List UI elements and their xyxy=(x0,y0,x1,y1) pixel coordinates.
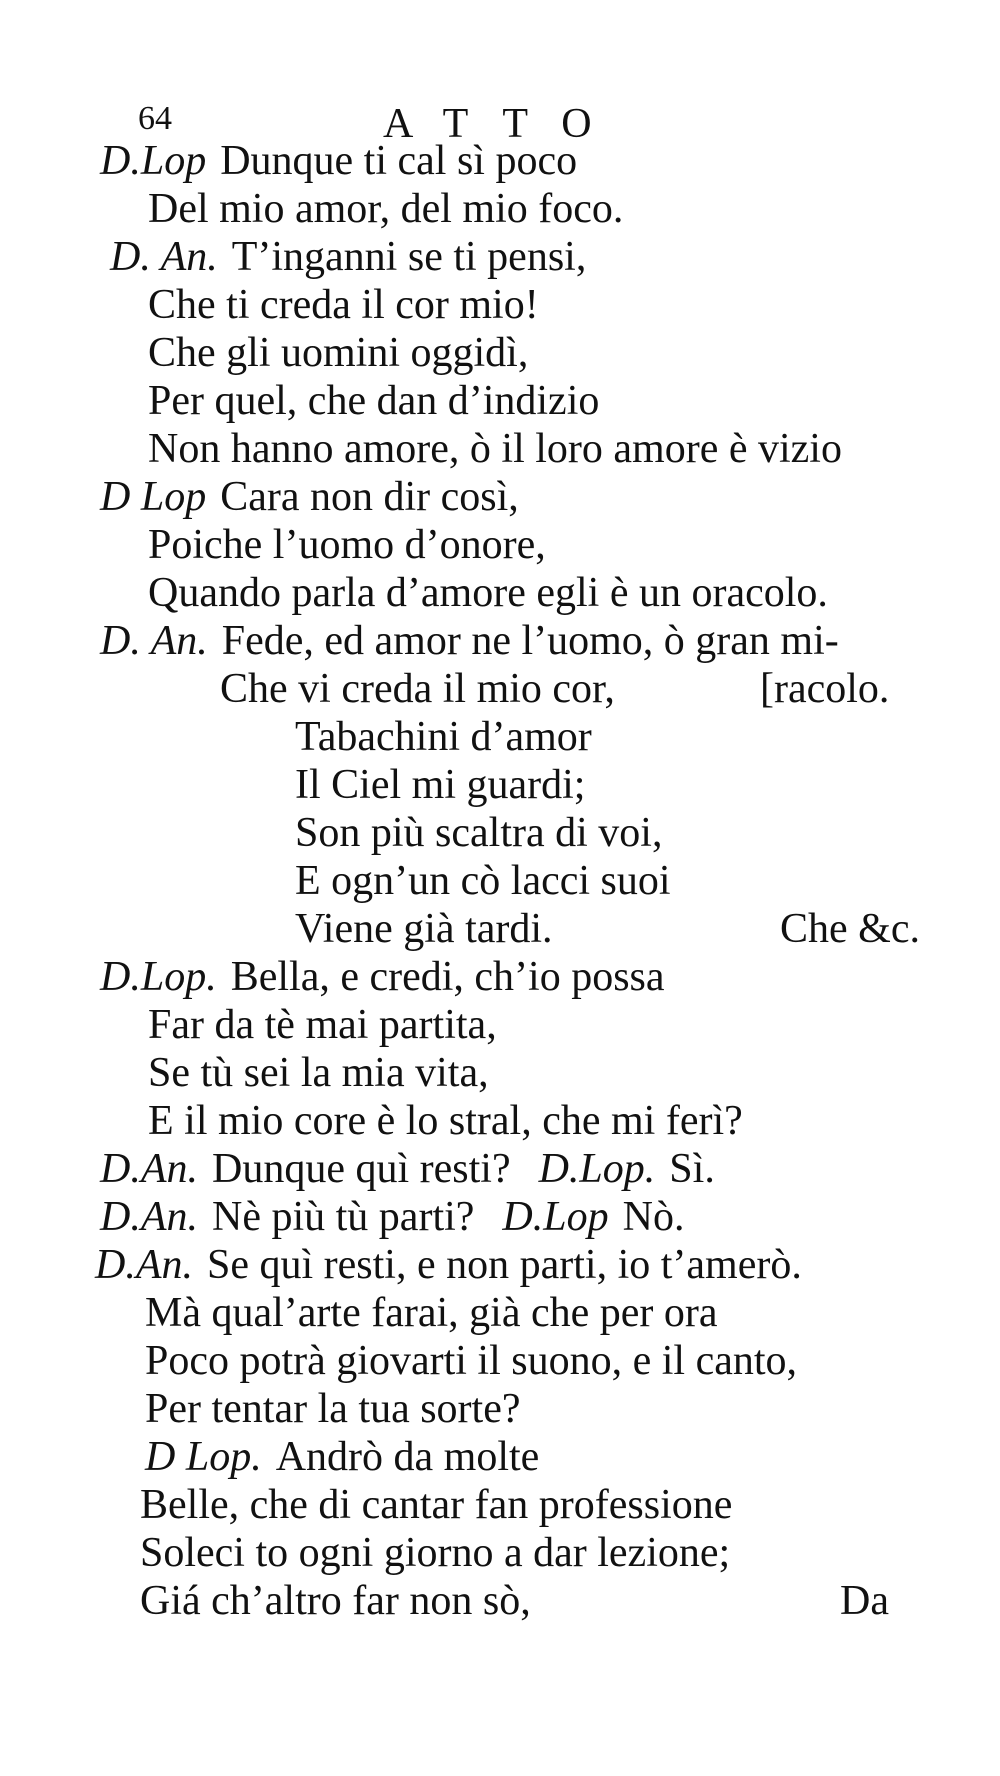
verse-line xyxy=(145,1388,521,1430)
verse-line xyxy=(100,956,665,998)
verse-line xyxy=(295,908,553,950)
line-text: Andrò da molte xyxy=(275,1434,540,1480)
catchword xyxy=(840,1580,889,1622)
verse-line xyxy=(95,1244,802,1286)
line-right-text: [racolo. xyxy=(760,666,890,712)
line-text: T’inganni se ti pensi, xyxy=(231,234,587,280)
verse-line xyxy=(100,140,577,182)
verse-line xyxy=(148,524,546,566)
line-text: Soleci to ogni giorno a dar lezione; xyxy=(140,1530,731,1576)
line-text: Bella, e credi, ch’io possa xyxy=(230,954,665,1000)
line-text: Mà qual’arte farai, già che per ora xyxy=(145,1290,718,1336)
speaker-label: D. An. xyxy=(110,234,218,280)
speaker-label: D.Lop. xyxy=(100,954,217,1000)
verse-line xyxy=(148,572,828,614)
verse-line xyxy=(148,1004,497,1046)
verse-line xyxy=(140,1580,531,1622)
catchword-text: Da xyxy=(840,1578,889,1624)
line-text: Non hanno amore, ò il loro amore è vizio xyxy=(148,426,842,472)
line-text: Se tù sei la mia vita, xyxy=(148,1050,489,1096)
line-text: Se quì resti, e non parti, io t’amerò. xyxy=(207,1242,802,1288)
line-text: Per tentar la tua sorte? xyxy=(145,1386,521,1432)
verse-line xyxy=(148,284,539,326)
line-text: Viene già tardi. xyxy=(295,906,553,952)
verse-line xyxy=(148,188,623,230)
speaker-label: D.An. xyxy=(95,1242,193,1288)
speaker-label: D.An. xyxy=(100,1146,198,1192)
verse-line xyxy=(295,716,592,758)
line-text: Belle, che di cantar fan professione xyxy=(140,1482,733,1528)
speaker-label: D Lop xyxy=(100,474,207,520)
line-text-2: Sì. xyxy=(669,1146,715,1192)
speaker-label: D. An. xyxy=(100,618,208,664)
line-text: Che vi creda il mio cor, xyxy=(220,666,615,712)
verse-line xyxy=(145,1292,718,1334)
line-text: Che gli uomini oggidì, xyxy=(148,330,529,376)
verse-line xyxy=(110,236,586,278)
verse-line xyxy=(148,332,528,374)
verse-line xyxy=(140,1532,730,1574)
verse-line-right xyxy=(780,908,920,950)
line-text: Giá ch’altro far non sò, xyxy=(140,1578,531,1624)
line-right-text: Che &c. xyxy=(780,906,920,952)
line-text: Tabachini d’amor xyxy=(295,714,592,760)
verse-line xyxy=(148,380,599,422)
verse-line-right xyxy=(760,668,889,710)
verse-line xyxy=(100,1196,684,1238)
verse-line xyxy=(220,668,615,710)
line-text: Che ti creda il cor mio! xyxy=(148,282,539,328)
page-number: 64 xyxy=(138,100,172,137)
line-text: E il mio core è lo stral, che mi ferì? xyxy=(148,1098,743,1144)
line-text: Del mio amor, del mio foco. xyxy=(148,186,624,232)
verse-line xyxy=(295,812,662,854)
verse-line xyxy=(295,764,585,806)
speaker-label-2: D.Lop xyxy=(502,1194,609,1240)
running-title: ATTO xyxy=(383,101,626,147)
verse-line xyxy=(140,1484,732,1526)
line-text: Dunque ti cal sì poco xyxy=(220,138,578,184)
speaker-label: D Lop. xyxy=(145,1434,262,1480)
line-text: Fede, ed amor ne l’uomo, ò gran mi- xyxy=(221,618,839,664)
line-text: Nè più tù parti? xyxy=(212,1194,475,1240)
line-text: Poco potrà giovarti il suono, e il canto, xyxy=(145,1338,798,1384)
verse-line xyxy=(145,1340,797,1382)
line-text: Per quel, che dan d’indizio xyxy=(148,378,600,424)
speaker-label: D.Lop xyxy=(100,138,207,184)
verse-line xyxy=(145,1436,539,1478)
verse-line xyxy=(100,620,839,662)
line-text: Il Ciel mi guardi; xyxy=(295,762,586,808)
line-text: Cara non dir così, xyxy=(220,474,519,520)
verse-line xyxy=(148,1100,743,1142)
line-text: Far da tè mai partita, xyxy=(148,1002,497,1048)
speaker-label: D.An. xyxy=(100,1194,198,1240)
line-text: Son più scaltra di voi, xyxy=(295,810,663,856)
speaker-label-2: D.Lop. xyxy=(538,1146,656,1192)
line-text: E ogn’un cò lacci suoi xyxy=(295,858,671,904)
line-text-2: Nò. xyxy=(622,1194,685,1240)
line-text: Poiche l’uomo d’onore, xyxy=(148,522,546,568)
line-text: Quando parla d’amore egli è un oracolo. xyxy=(148,570,828,616)
verse-line xyxy=(100,476,519,518)
verse-line xyxy=(295,860,671,902)
verse-line xyxy=(148,1052,489,1094)
verse-line xyxy=(148,428,842,470)
line-text: Dunque quì resti? xyxy=(212,1146,511,1192)
verse-line xyxy=(100,1148,715,1190)
